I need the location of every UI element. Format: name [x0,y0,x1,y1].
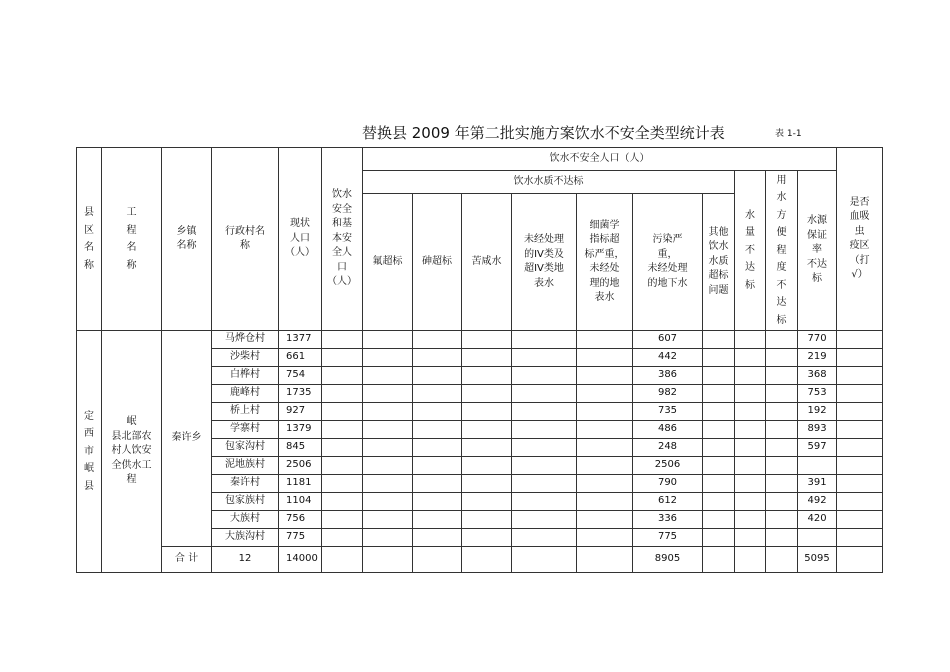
quantity-cell [735,331,766,349]
header-village: 行政村名 称 [212,148,279,331]
total-source-rate-cell: 5095 [798,547,837,573]
other-quality-cell [703,547,735,573]
untreated-surface-cell [512,457,577,475]
schistosomiasis-cell [837,331,883,349]
brackish-cell [462,403,512,421]
brackish-cell [462,493,512,511]
arsenic-cell [413,421,462,439]
table-number-text: 表 1-1 [775,129,802,139]
population-cell: 1377 [279,331,322,349]
safe-population-cell [322,403,363,421]
quantity-cell [735,529,766,547]
bacteria-cell [577,475,633,493]
header-schistosomiasis: 是否 血吸 虫 疫区 （打 √） [837,148,883,331]
schistosomiasis-cell [837,439,883,457]
brackish-cell [462,511,512,529]
schistosomiasis-cell [837,475,883,493]
untreated-surface-cell [512,511,577,529]
source-rate-cell: 368 [798,367,837,385]
township-cell: 秦许乡 [162,331,212,547]
header-quantity: 水 量 不 达 标 [735,171,766,331]
convenience-cell [766,547,798,573]
other-quality-cell [703,331,735,349]
statistics-table [76,147,883,573]
arsenic-cell [413,547,462,573]
safe-population-cell [322,367,363,385]
other-quality-cell [703,529,735,547]
other-quality-cell [703,385,735,403]
bacteria-cell [577,403,633,421]
source-rate-cell: 770 [798,331,837,349]
brackish-cell [462,349,512,367]
fluoride-cell [363,331,413,349]
header-safe-population: 饮水 安全 和基 本安 全人 口 （人） [322,148,363,331]
bacteria-cell [577,385,633,403]
header-project: 工 程 名 称 [102,148,162,331]
quantity-cell [735,385,766,403]
total-population-cell: 14000 [279,547,322,573]
header-row-1 [77,148,883,171]
source-rate-cell: 753 [798,385,837,403]
quantity-cell [735,367,766,385]
safe-population-cell [322,493,363,511]
village-cell: 桥上村 [212,403,279,421]
untreated-surface-cell [512,385,577,403]
other-quality-cell [703,403,735,421]
polluted-ground-cell: 982 [633,385,703,403]
fluoride-cell [363,349,413,367]
total-villages-cell: 12 [212,547,279,573]
source-rate-cell: 893 [798,421,837,439]
safe-population-cell [322,331,363,349]
header-quality-group: 饮水水质不达标 [363,171,735,194]
arsenic-cell [413,493,462,511]
bacteria-cell [577,439,633,457]
population-cell: 1104 [279,493,322,511]
polluted-ground-cell: 486 [633,421,703,439]
fluoride-cell [363,511,413,529]
bacteria-cell [577,367,633,385]
polluted-ground-cell: 336 [633,511,703,529]
bacteria-cell [577,529,633,547]
bacteria-cell [577,457,633,475]
polluted-ground-cell: 607 [633,331,703,349]
safe-population-cell [322,547,363,573]
fluoride-cell [363,493,413,511]
untreated-surface-cell [512,547,577,573]
schistosomiasis-cell [837,493,883,511]
arsenic-cell [413,349,462,367]
schistosomiasis-cell [837,529,883,547]
convenience-cell [766,529,798,547]
header-source-rate: 水源 保证 率 不达 标 [798,171,837,331]
convenience-cell [766,493,798,511]
village-cell: 沙柴村 [212,349,279,367]
safe-population-cell [322,349,363,367]
schistosomiasis-cell [837,421,883,439]
population-cell: 754 [279,367,322,385]
source-rate-cell [798,529,837,547]
other-quality-cell [703,511,735,529]
convenience-cell [766,367,798,385]
untreated-surface-cell [512,403,577,421]
polluted-ground-cell: 2506 [633,457,703,475]
total-polluted-cell: 8905 [633,547,703,573]
untreated-surface-cell [512,349,577,367]
village-cell: 秦许村 [212,475,279,493]
convenience-cell [766,349,798,367]
source-rate-cell: 597 [798,439,837,457]
bacteria-cell [577,511,633,529]
population-cell: 927 [279,403,322,421]
arsenic-cell [413,385,462,403]
source-rate-cell: 420 [798,511,837,529]
village-cell: 包家沟村 [212,439,279,457]
arsenic-cell [413,367,462,385]
source-rate-cell: 492 [798,493,837,511]
untreated-surface-cell [512,331,577,349]
arsenic-cell [413,439,462,457]
convenience-cell [766,475,798,493]
fluoride-cell [363,439,413,457]
brackish-cell [462,421,512,439]
arsenic-cell [413,475,462,493]
brackish-cell [462,529,512,547]
polluted-ground-cell: 612 [633,493,703,511]
convenience-cell [766,385,798,403]
village-cell: 泥地族村 [212,457,279,475]
untreated-surface-cell [512,439,577,457]
header-unsafe-population: 饮水不安全人口（人） [363,148,837,171]
village-cell: 白桦村 [212,367,279,385]
brackish-cell [462,367,512,385]
bacteria-cell [577,547,633,573]
safe-population-cell [322,385,363,403]
safe-population-cell [322,511,363,529]
quantity-cell [735,547,766,573]
schistosomiasis-cell [837,385,883,403]
convenience-cell [766,331,798,349]
polluted-ground-cell: 735 [633,403,703,421]
other-quality-cell [703,367,735,385]
fluoride-cell [363,421,413,439]
county-cell: 定 西 市 岷 县 [77,331,102,573]
untreated-surface-cell [512,421,577,439]
project-cell: 岷 县北部农 村人饮安 全供水工 程 [102,331,162,573]
arsenic-cell [413,403,462,421]
total-label-cell: 合 计 [162,547,212,573]
fluoride-cell [363,547,413,573]
header-arsenic: 砷超标 [413,194,462,331]
source-rate-cell: 192 [798,403,837,421]
schistosomiasis-cell [837,511,883,529]
polluted-ground-cell: 442 [633,349,703,367]
header-untreated-surface: 未经处理 的IV类及 超IV类地 表水 [512,194,577,331]
quantity-cell [735,439,766,457]
other-quality-cell [703,349,735,367]
population-cell: 1379 [279,421,322,439]
brackish-cell [462,475,512,493]
convenience-cell [766,439,798,457]
quantity-cell [735,457,766,475]
safe-population-cell [322,529,363,547]
fluoride-cell [363,367,413,385]
polluted-ground-cell: 775 [633,529,703,547]
source-rate-cell: 391 [798,475,837,493]
other-quality-cell [703,475,735,493]
other-quality-cell [703,421,735,439]
village-cell: 包家族村 [212,493,279,511]
polluted-ground-cell: 386 [633,367,703,385]
village-cell: 鹿峰村 [212,385,279,403]
header-county: 县 区 名 称 [77,148,102,331]
other-quality-cell [703,493,735,511]
fluoride-cell [363,457,413,475]
untreated-surface-cell [512,529,577,547]
population-cell: 661 [279,349,322,367]
quantity-cell [735,493,766,511]
schistosomiasis-cell [837,403,883,421]
bacteria-cell [577,349,633,367]
untreated-surface-cell [512,475,577,493]
safe-population-cell [322,439,363,457]
arsenic-cell [413,511,462,529]
bacteria-cell [577,421,633,439]
untreated-surface-cell [512,367,577,385]
header-township: 乡镇 名称 [162,148,212,331]
polluted-ground-cell: 790 [633,475,703,493]
arsenic-cell [413,529,462,547]
village-cell: 大族沟村 [212,529,279,547]
arsenic-cell [413,331,462,349]
other-quality-cell [703,457,735,475]
header-other-quality: 其他 饮水 水质 超标 问题 [703,194,735,331]
schistosomiasis-cell [837,547,883,573]
quantity-cell [735,349,766,367]
quantity-cell [735,403,766,421]
schistosomiasis-cell [837,349,883,367]
header-brackish: 苦咸水 [462,194,512,331]
table-number [775,126,802,139]
arsenic-cell [413,457,462,475]
population-cell: 1735 [279,385,322,403]
total-row [77,547,883,573]
source-rate-cell: 219 [798,349,837,367]
village-cell: 大族村 [212,511,279,529]
brackish-cell [462,331,512,349]
header-convenience: 用 水 方 便 程 度 不 达 标 [766,171,798,331]
other-quality-cell [703,439,735,457]
population-cell: 1181 [279,475,322,493]
safe-population-cell [322,457,363,475]
convenience-cell [766,457,798,475]
header-fluoride: 氟超标 [363,194,413,331]
polluted-ground-cell: 248 [633,439,703,457]
population-cell: 2506 [279,457,322,475]
header-polluted-ground: 污染严 重， 未经处理 的地下水 [633,194,703,331]
bacteria-cell [577,493,633,511]
header-population: 现状 人口 （人） [279,148,322,331]
source-rate-cell [798,457,837,475]
brackish-cell [462,457,512,475]
table-row [77,331,883,349]
fluoride-cell [363,475,413,493]
convenience-cell [766,403,798,421]
table-title: 替换县 2009 年第二批实施方案饮水不安全类型统计表 [362,124,725,142]
schistosomiasis-cell [837,457,883,475]
untreated-surface-cell [512,493,577,511]
brackish-cell [462,547,512,573]
population-cell: 845 [279,439,322,457]
quantity-cell [735,511,766,529]
header-bacteria: 细菌学 指标超 标严重， 未经处 理的地 表水 [577,194,633,331]
village-cell: 马烨仓村 [212,331,279,349]
brackish-cell [462,385,512,403]
fluoride-cell [363,385,413,403]
bacteria-cell [577,331,633,349]
fluoride-cell [363,403,413,421]
population-cell: 775 [279,529,322,547]
convenience-cell [766,421,798,439]
quantity-cell [735,421,766,439]
village-cell: 学寨村 [212,421,279,439]
brackish-cell [462,439,512,457]
convenience-cell [766,511,798,529]
safe-population-cell [322,421,363,439]
schistosomiasis-cell [837,367,883,385]
safe-population-cell [322,475,363,493]
fluoride-cell [363,529,413,547]
population-cell: 756 [279,511,322,529]
quantity-cell [735,475,766,493]
